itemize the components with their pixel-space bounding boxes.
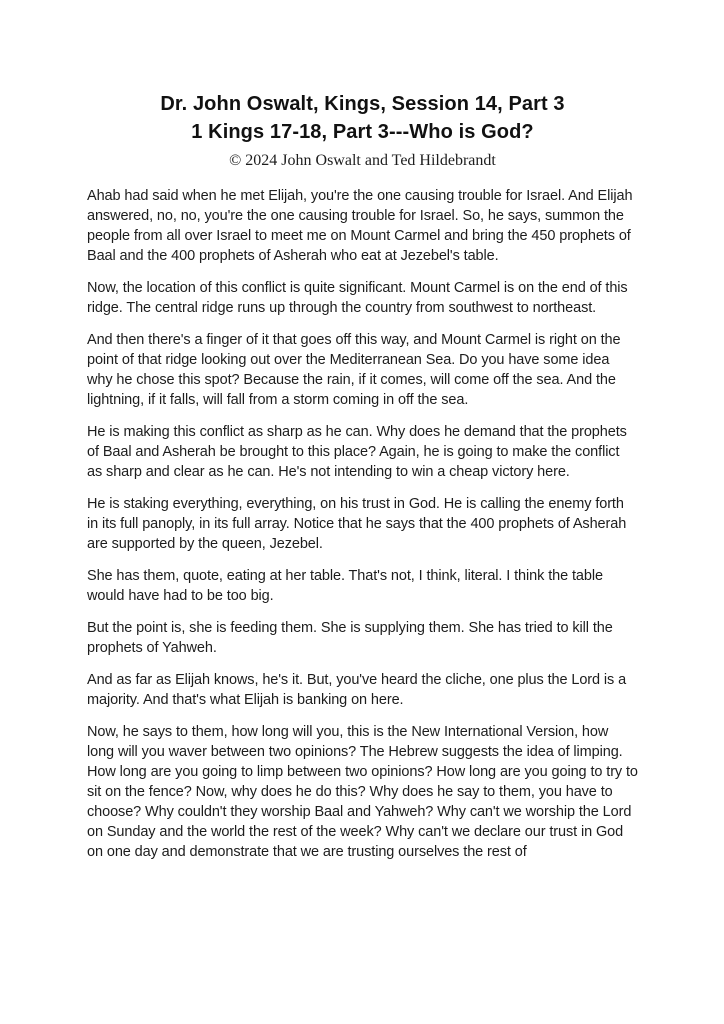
document-title-line1: Dr. John Oswalt, Kings, Session 14, Part 3	[160, 93, 565, 115]
paragraph: She has them, quote, eating at her table. That's not, I think, literal. I think the table would have had to be too big.	[87, 568, 603, 604]
copyright-line: © 2024 John Oswalt and Ted Hildebrandt	[229, 152, 496, 169]
document-body	[87, 186, 638, 862]
paragraph: Ahab had said when he met Elijah, you're the one causing trouble for Israel. And Elijah answered, no, no, you're the one causing trouble for Israel. So, he says, summon the people from all over Israel to meet me on Mount Carmel and bring the 450 prophets of Baal and the 400 prophets of Asherah who eat at Jezebel's table.	[87, 188, 633, 264]
document-title	[87, 90, 638, 146]
document-title-line2: 1 Kings 17-18, Part 3---Who is God?	[191, 121, 534, 143]
paragraph: Now, the location of this conflict is quite significant. Mount Carmel is on the end of this ridge. The central ridge runs up through the country from southwest to northeast.	[87, 280, 628, 316]
paragraph: He is making this conflict as sharp as he can. Why does he demand that the prophets of Baal and Asherah be brought to this place? Again, he is going to make the conflict as sharp and clear as he can. He's not intending to win a cheap victory here.	[87, 424, 627, 480]
paragraph: Now, he says to them, how long will you, this is the New International Version, how long will you waver between two opinions? The Hebrew suggests the idea of limping. How long are you going to limp between two opinions? How long are you going to try to sit on the fence? Now, why does he do this? Why does he say to them, you have to choose? Why couldn't they worship Baal and Yahweh? Why can't we worship the Lord on Sunday and the world the rest of the week? Why can't we declare our trust in God on one day and demonstrate that we are trusting ourselves the rest of	[87, 724, 638, 860]
paragraph: But the point is, she is feeding them. She is supplying them. She has tried to kill the prophets of Yahweh.	[87, 620, 613, 656]
paragraph: And then there's a finger of it that goes off this way, and Mount Carmel is right on the point of that ridge looking out over the Mediterranean Sea. Do you have some idea why he chose this spot? Because the rain, if it comes, will come off the sea. And the lightning, if it falls, will fall from a storm coming in off the sea.	[87, 332, 621, 408]
paragraph: He is staking everything, everything, on his trust in God. He is calling the enemy forth in its full panoply, in its full array. Notice that he says that the 400 prophets of Asherah are supported by the queen, Jezebel.	[87, 496, 627, 552]
paragraph: And as far as Elijah knows, he's it. But, you've heard the cliche, one plus the Lord is a majority. And that's what Elijah is banking on here.	[87, 672, 627, 708]
